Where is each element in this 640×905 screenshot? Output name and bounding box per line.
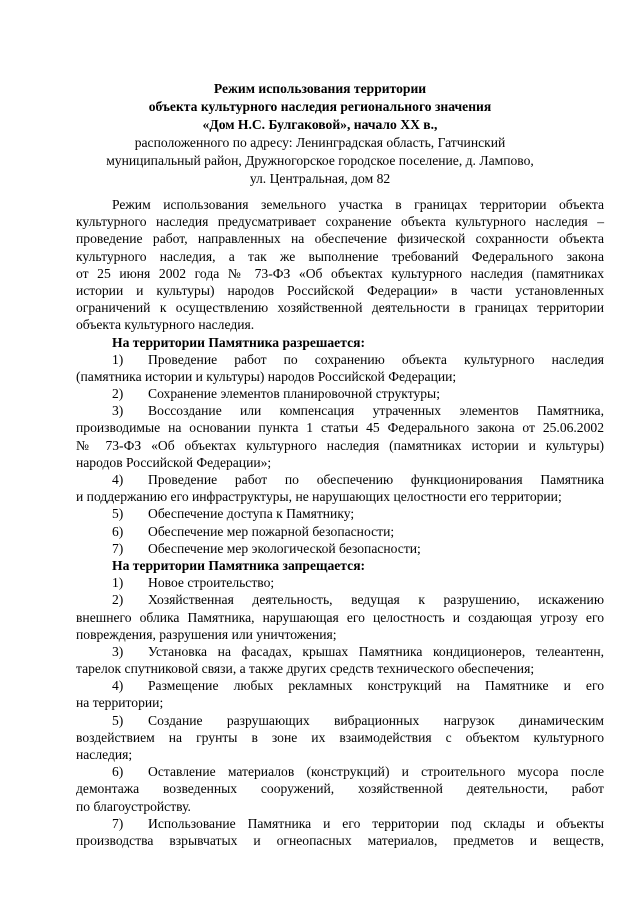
item-number: 5) xyxy=(112,712,124,728)
item-text: Воссоздание или компенсация утраченных элементов Памятника, xyxy=(148,403,604,419)
item-number: 2) xyxy=(112,592,124,608)
allowed-item-3 xyxy=(76,402,604,419)
item-text: Обеспечение мер пожарной безопасности; xyxy=(148,523,395,539)
forbidden-item-5 xyxy=(76,712,604,729)
item-continuation: внешнего облика Памятника, нарушающая его целостность и создающая угрозу его xyxy=(76,609,604,625)
allowed-item-5 xyxy=(76,505,604,522)
allowed-item-7 xyxy=(76,540,604,557)
item-text: Установка на фасадах, крышах Памятника кондиционеров, телеантенн, xyxy=(148,643,604,659)
item-text: Оставление материалов (конструкций) и строительного мусора после xyxy=(148,764,604,780)
item-number: 3) xyxy=(112,403,124,419)
item-text: Проведение работ по сохранению объекта культурного наследия xyxy=(148,351,604,367)
item-text: Хозяйственная деятельность, ведущая к разрушению, искажению xyxy=(148,592,604,608)
item-continuation: воздействием на грунты в зоне их взаимодействия с объектом культурного xyxy=(76,729,604,745)
address-line-2: муниципальный район, Дружногорское городское поселение, д. Лампово, xyxy=(106,153,534,168)
item-text: Обеспечение доступа к Памятнику; xyxy=(148,506,355,522)
item-number: 7) xyxy=(112,540,124,556)
item-number: 3) xyxy=(112,643,124,659)
intro-line: истории и культуры) народов Российской Федерации» в части установленных xyxy=(76,282,604,298)
document-body xyxy=(76,196,604,849)
forbidden-item-6 xyxy=(76,763,604,780)
allowed-item-1 xyxy=(76,351,604,368)
item-continuation: производства взрывчатых и огнеопасных материалов, предметов и веществ, xyxy=(76,832,604,848)
intro-line: объекта культурного наследия. xyxy=(76,317,255,333)
forbidden-item-3 xyxy=(76,643,604,660)
item-continuation: на территории; xyxy=(76,695,164,711)
item-continuation: и поддержанию его инфраструктуры, не нарушающих целостности его территории; xyxy=(76,489,562,505)
intro-line: Режим использования земельного участка в границах территории объекта xyxy=(112,197,604,212)
intro-line: от 25 июня 2002 года № 73-ФЗ «Об объектах культурного наследия (памятниках xyxy=(76,265,604,281)
item-text: Размещение любых рекламных конструкций на Памятнике и его xyxy=(148,678,604,694)
intro-line: культурного наследия предусматривает сохранение объекта культурного наследия – xyxy=(76,214,604,230)
item-number: 4) xyxy=(112,472,124,487)
item-text: Обеспечение мер экологической безопасности; xyxy=(148,540,421,556)
item-continuation: № 73-ФЗ «Об объектах культурного наследия (памятниках истории и культуры) xyxy=(76,437,604,453)
allowed-item-6 xyxy=(76,523,604,540)
item-number: 1) xyxy=(112,575,124,591)
item-continuation: демонтажа возведенных сооружений, хозяйственной деятельности, работ xyxy=(76,781,604,797)
forbidden-item-4 xyxy=(76,677,604,694)
item-continuation: тарелок спутниковой связи, а также других средств технического обеспечения; xyxy=(76,661,535,677)
allowed-item-4 xyxy=(76,471,604,488)
item-continuation: производимые на основании пункта 1 статьи 45 Федерального закона от 25.06.2002 xyxy=(76,420,604,436)
item-text: Сохранение элементов планировочной структуры; xyxy=(148,386,440,402)
item-number: 4) xyxy=(112,678,124,694)
item-continuation: по благоустройству. xyxy=(76,798,191,814)
document-title-line-3: «Дом Н.С. Булгаковой», начало XX в., xyxy=(202,117,438,132)
item-number: 1) xyxy=(112,351,124,367)
item-text: Новое строительство; xyxy=(148,575,275,591)
document-title-line-2: объекта культурного наследия регионального значения xyxy=(148,99,492,114)
item-number: 7) xyxy=(112,815,124,831)
item-number: 2) xyxy=(112,386,124,402)
address-line-3: ул. Центральная, дом 82 xyxy=(249,171,391,186)
forbidden-item-7 xyxy=(76,815,604,832)
allowed-heading: На территории Памятника разрешается: xyxy=(112,334,365,350)
item-continuation: народов Российской Федерации»; xyxy=(76,454,272,470)
item-text: Проведение работ по обеспечению функционирования Памятника xyxy=(148,472,604,487)
forbidden-item-1 xyxy=(76,574,604,591)
item-number: 6) xyxy=(112,764,124,780)
item-continuation: наследия; xyxy=(76,747,133,762)
item-text: Использование Памятника и его территории под склады и объекты xyxy=(148,815,604,831)
forbidden-heading: На территории Памятника запрещается: xyxy=(112,557,366,573)
item-text: Создание разрушающих вибрационных нагрузок динамическим xyxy=(148,712,604,728)
address-line-1: расположенного по адресу: Ленинградская область, Гатчинский xyxy=(134,135,506,150)
item-continuation: (памятника истории и культуры) народов Российской Федерации; xyxy=(76,368,457,384)
intro-line: проведение работ, направленных на обеспечение физической сохранности объекта xyxy=(76,231,604,247)
document-title-line-1: Режим использования территории xyxy=(213,81,427,96)
forbidden-item-2 xyxy=(76,591,604,608)
item-number: 5) xyxy=(112,506,124,522)
intro-line: ограничений к осуществлению хозяйственной деятельности в границах территории xyxy=(76,300,604,316)
allowed-item-2 xyxy=(76,385,604,402)
item-continuation: повреждения, разрушения или уничтожения; xyxy=(76,626,337,642)
intro-line: культурного наследия, а так же выполнение требований Федерального закона xyxy=(76,248,604,264)
item-number: 6) xyxy=(112,523,124,539)
